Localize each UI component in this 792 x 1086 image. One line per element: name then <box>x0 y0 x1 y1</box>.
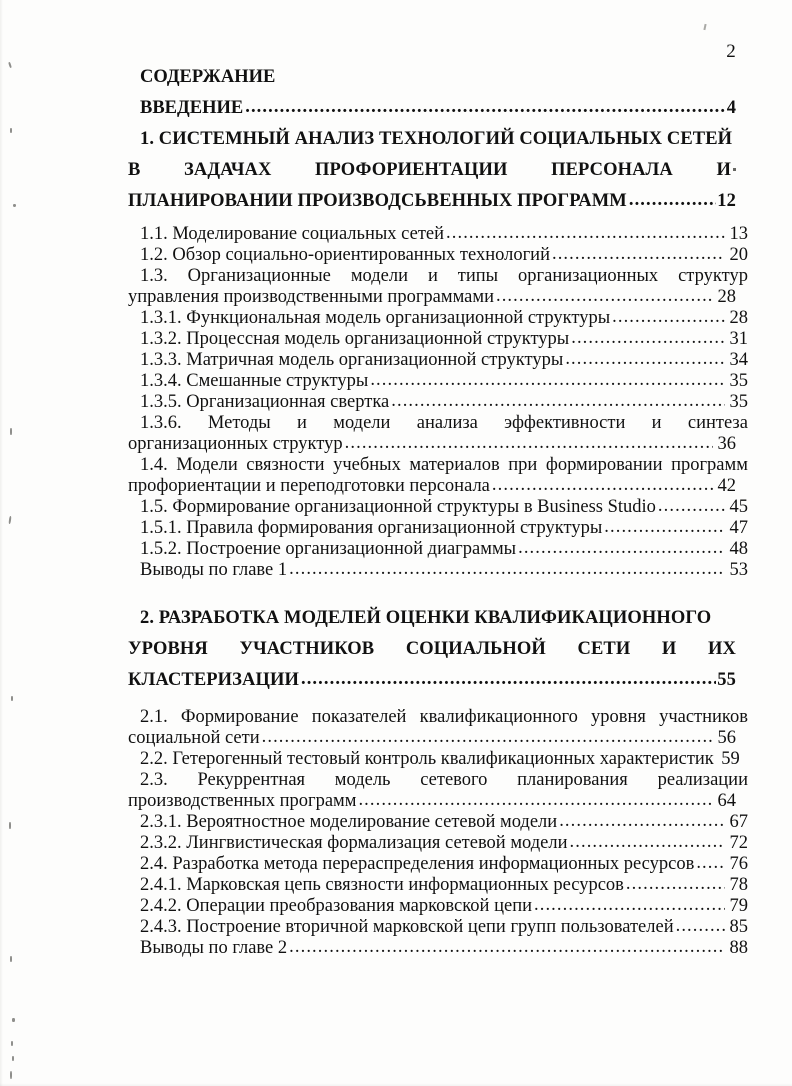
toc-entry-page: 88 <box>729 938 748 958</box>
toc-entry-page: 42 <box>717 476 736 496</box>
toc-entry[interactable] <box>128 266 748 308</box>
toc-entry[interactable] <box>128 854 748 875</box>
toc-entry-introduction[interactable] <box>128 93 736 124</box>
toc-word: материалов <box>409 455 500 475</box>
heading-word: ЗАДАЧАХ <box>184 160 272 180</box>
toc-entry-page: 34 <box>729 350 748 370</box>
toc-entry[interactable] <box>128 455 748 497</box>
leader-dots <box>345 433 713 454</box>
leader-dots <box>571 328 725 349</box>
chapter-1-page: 12 <box>717 191 736 211</box>
toc-entry[interactable] <box>128 539 748 560</box>
toc-word: модели <box>350 266 409 286</box>
toc-entry-line-1 <box>128 413 748 434</box>
leader-dots <box>559 811 725 832</box>
toc-title: СОДЕРЖАНИЕ <box>140 67 276 87</box>
scan-speck <box>10 1071 12 1079</box>
toc-word: эффективности <box>504 413 626 433</box>
toc-entry-label-cont: социальной сети <box>128 728 260 748</box>
table-of-contents <box>128 62 748 959</box>
toc-entry-label: 2.3.2. Лингвистическая формализация сетевой модели <box>140 833 568 853</box>
toc-entry-conclusion-1[interactable] <box>128 560 748 581</box>
toc-entry-page: 64 <box>717 791 736 811</box>
chapter-2-heading-line-2 <box>128 634 736 665</box>
toc-word: квалификационного <box>419 707 578 727</box>
toc-entry-label: 1.2. Обзор социально-ориентированных технологий <box>140 245 550 265</box>
toc-entry-line-1 <box>128 770 748 791</box>
toc-entry[interactable] <box>128 308 748 329</box>
toc-word: и <box>427 266 438 286</box>
heading-word: И <box>661 639 677 659</box>
scan-edge-shadow-left <box>0 0 3 1086</box>
heading-word: В <box>128 160 141 180</box>
scan-speck <box>12 1018 15 1022</box>
toc-word: и <box>297 413 307 433</box>
toc-entry-page: 79 <box>729 896 748 916</box>
toc-entry-label: 1.3.1. Функциональная модель организационной структуры <box>140 308 611 328</box>
toc-entry[interactable] <box>128 875 748 896</box>
toc-entry-page: 78 <box>729 875 748 895</box>
toc-word: 1.4. <box>140 455 168 475</box>
toc-entry-label: 2.3.1. Вероятностное моделирование сетевой модели <box>140 812 558 832</box>
chapter-1-heading-text-cont: ПЛАНИРОВАНИИ ПРОИЗВОДСЬВЕННЫХ ПРОГРАММ <box>128 191 627 211</box>
toc-entry-line-1 <box>128 266 748 287</box>
toc-word: модели <box>333 413 391 433</box>
heading-word: УЧАСТНИКОВ <box>239 639 375 659</box>
toc-word: 2.1. <box>140 707 168 727</box>
chapter-1-heading-line-3 <box>128 186 736 217</box>
toc-entry-label: 2.4. Разработка метода перераспределения информационных ресурсов <box>140 854 695 874</box>
toc-entry-label: 1.1. Моделирование социальных сетей <box>140 224 445 244</box>
toc-entry[interactable] <box>128 833 748 854</box>
toc-entry-label-cont: профориентации и переподготовки персонала <box>128 476 490 496</box>
toc-word: учебных <box>333 455 401 475</box>
toc-word: анализа <box>416 413 478 433</box>
toc-entry-page: 47 <box>729 518 748 538</box>
scan-speck <box>733 168 736 171</box>
toc-word: 1.3.6. <box>140 413 182 433</box>
toc-entry[interactable] <box>128 896 748 917</box>
heading-word: ПЕРСОНАЛА <box>551 160 673 180</box>
toc-entry-page: 31 <box>729 329 748 349</box>
toc-word: связности <box>246 455 325 475</box>
leader-dots <box>565 349 725 370</box>
toc-entry[interactable] <box>128 392 748 413</box>
toc-entry-conclusion-2[interactable] <box>128 938 748 959</box>
leader-dots <box>492 475 713 496</box>
toc-word: и <box>651 413 662 433</box>
toc-entry-page: 28 <box>729 308 748 328</box>
scan-speck <box>13 204 16 207</box>
toc-word: Модели <box>176 455 238 475</box>
toc-entry[interactable] <box>128 518 748 539</box>
toc-entry-page: 36 <box>717 434 736 454</box>
leader-dots <box>534 895 725 916</box>
toc-word: модель <box>334 770 391 790</box>
toc-word: синтеза <box>687 413 748 433</box>
leader-dots <box>552 244 725 265</box>
scan-speck <box>8 516 11 524</box>
toc-entry-label: Выводы по главе 1 <box>140 560 288 580</box>
toc-word: реализации <box>657 770 748 790</box>
toc-word: Организационные <box>187 266 331 286</box>
toc-entry-line-2 <box>128 791 736 812</box>
toc-entry-line-1 <box>128 455 748 476</box>
toc-entry-page: 4 <box>726 98 736 118</box>
leader-dots <box>245 92 726 123</box>
chapter-1-heading-text: 1. СИСТЕМНЫЙ АНАЛИЗ ТЕХНОЛОГИЙ СОЦИАЛЬНЫХ СЕТЕЙ <box>140 129 733 149</box>
leader-dots <box>358 790 713 811</box>
toc-entry-page: 72 <box>729 833 748 853</box>
leader-dots <box>629 185 716 216</box>
toc-entry-page: 56 <box>717 728 736 748</box>
toc-entry[interactable] <box>128 245 748 266</box>
scan-speck <box>10 428 12 435</box>
toc-entry-label: 1.3.5. Организационная свертка <box>140 392 390 412</box>
page-number: 2 <box>726 41 736 62</box>
toc-word: программ <box>671 455 748 475</box>
scan-speck <box>11 696 13 701</box>
toc-entry-page: 76 <box>729 854 748 874</box>
toc-entry-line-2 <box>128 728 736 749</box>
leader-dots <box>262 727 713 748</box>
scan-speck <box>10 128 12 133</box>
toc-entry-line-2 <box>128 287 736 308</box>
spacer <box>128 581 736 603</box>
toc-entry-page: 35 <box>729 392 748 412</box>
chapter-2-heading-line-1 <box>128 603 748 634</box>
toc-entry-line-2 <box>128 476 736 497</box>
leader-dots <box>570 832 725 853</box>
toc-entry-page: 35 <box>729 371 748 391</box>
chapter-1-heading-line-1 <box>128 124 748 155</box>
toc-entry-page: 48 <box>729 539 748 559</box>
toc-entry-label: ВВЕДЕНИЕ <box>140 98 244 118</box>
leader-dots <box>696 853 725 874</box>
toc-entry-page: 59 <box>721 749 740 769</box>
heading-word: ИХ <box>708 639 736 659</box>
toc-word: типы <box>457 266 499 286</box>
toc-word: 2.3. <box>140 770 168 790</box>
toc-word: формировании <box>545 455 663 475</box>
toc-entry-label: 1.5. Формирование организационной структуры в Business Studio <box>140 497 656 517</box>
chapter-2-heading-line-3 <box>128 665 736 696</box>
toc-entry[interactable] <box>128 413 748 455</box>
leader-dots <box>289 559 725 580</box>
chapter-2-heading[interactable] <box>128 603 736 696</box>
toc-entry[interactable] <box>128 812 748 833</box>
chapter-2-heading-text: 2. РАЗРАБОТКА МОДЕЛЕЙ ОЦЕНКИ КВАЛИФИКАЦИОННОГО <box>140 608 712 628</box>
leader-dots <box>446 223 725 244</box>
toc-entry-page: 28 <box>717 287 736 307</box>
toc-word: при <box>508 455 538 475</box>
toc-entry-label: 1.5.2. Построение организационной диаграммы <box>140 539 517 559</box>
toc-word: 1.3. <box>140 266 168 286</box>
leader-dots <box>391 391 725 412</box>
leader-dots <box>496 286 713 307</box>
toc-entry-label: 2.4.3. Построение вторичной марковской цепи групп пользователей <box>140 917 674 937</box>
toc-entry-line-2 <box>128 434 736 455</box>
toc-entry[interactable] <box>128 917 748 938</box>
toc-entry-label: 1.3.2. Процессная модель организационной структуры <box>140 329 570 349</box>
toc-entry[interactable] <box>128 329 748 350</box>
toc-entry-label: Выводы по главе 2 <box>140 938 288 958</box>
scan-speck <box>9 822 11 829</box>
toc-entry[interactable] <box>128 350 748 371</box>
scan-speck <box>8 62 12 68</box>
heading-word: СЕТИ <box>577 639 631 659</box>
heading-word-and: И <box>716 155 736 186</box>
heading-word: УРОВНЯ <box>128 639 208 659</box>
scan-speck <box>12 1056 14 1061</box>
leader-dots <box>289 937 725 958</box>
toc-entry[interactable] <box>128 497 748 518</box>
scan-speck <box>10 956 12 962</box>
heading-word: СОЦИАЛЬНОЙ <box>405 639 546 659</box>
toc-entry-label-cont: управления производственными программами <box>128 287 494 307</box>
leader-dots <box>370 370 725 391</box>
toc-word: планирования <box>517 770 628 790</box>
chapter-2-heading-text-cont: КЛАСТЕРИЗАЦИИ <box>128 670 299 690</box>
toc-word: сетевого <box>420 770 488 790</box>
scan-speck <box>11 1041 13 1046</box>
toc-word: структур <box>678 266 748 286</box>
toc-word: Рекуррентная <box>197 770 306 790</box>
leader-dots <box>658 496 725 517</box>
toc-entry-label-cont: производственных программ <box>128 791 357 811</box>
leader-dots <box>612 307 725 328</box>
toc-entry-label: 2.4.1. Марковская цепь связности информационных ресурсов <box>140 875 624 895</box>
leader-dots <box>301 664 716 695</box>
toc-word: организационных <box>518 266 659 286</box>
chapter-1-heading[interactable] <box>128 124 736 217</box>
toc-entry-label: 1.5.1. Правила формирования организационной структуры <box>140 518 603 538</box>
toc-entry-page: 53 <box>729 560 748 580</box>
toc-entry[interactable] <box>128 770 748 812</box>
toc-word: Формирование <box>180 707 299 727</box>
leader-dots <box>518 538 725 559</box>
toc-word: показателей <box>311 707 407 727</box>
toc-entry-label: 2.2. Гетерогенный тестовый контроль квалификационных характеристик <box>140 749 714 769</box>
toc-entry-label: 1.3.3. Матричная модель организационной структуры <box>140 350 564 370</box>
toc-entry-label: 1.3.4. Смешанные структуры <box>140 371 369 391</box>
toc-entry-page: 67 <box>729 812 748 832</box>
toc-entry-page: 85 <box>729 917 748 937</box>
toc-entry-line-1 <box>128 707 748 728</box>
leader-dots <box>676 916 725 937</box>
toc-word: Методы <box>207 413 271 433</box>
toc-entry-page: 45 <box>729 497 748 517</box>
chapter-2-page: 55 <box>717 670 736 690</box>
toc-entry[interactable] <box>128 707 748 749</box>
toc-entry-label: 2.4.2. Операции преобразования марковской цепи <box>140 896 532 916</box>
leader-dots <box>604 517 725 538</box>
toc-word: участников <box>659 707 748 727</box>
toc-word: уровня <box>591 707 646 727</box>
toc-entry-label-cont: организационных структур <box>128 434 343 454</box>
heading-word: ПРОФОРИЕНТАЦИИ <box>315 160 508 180</box>
toc-entry[interactable] <box>128 371 748 392</box>
toc-entry-page: 20 <box>729 245 748 265</box>
toc-entry-page: 13 <box>729 224 748 244</box>
leader-dots <box>626 874 725 895</box>
spacer <box>128 696 736 707</box>
toc-entry[interactable] <box>128 749 748 770</box>
toc-entry[interactable] <box>128 224 748 245</box>
scan-speck <box>703 24 706 30</box>
chapter-1-heading-line-2 <box>128 155 736 186</box>
